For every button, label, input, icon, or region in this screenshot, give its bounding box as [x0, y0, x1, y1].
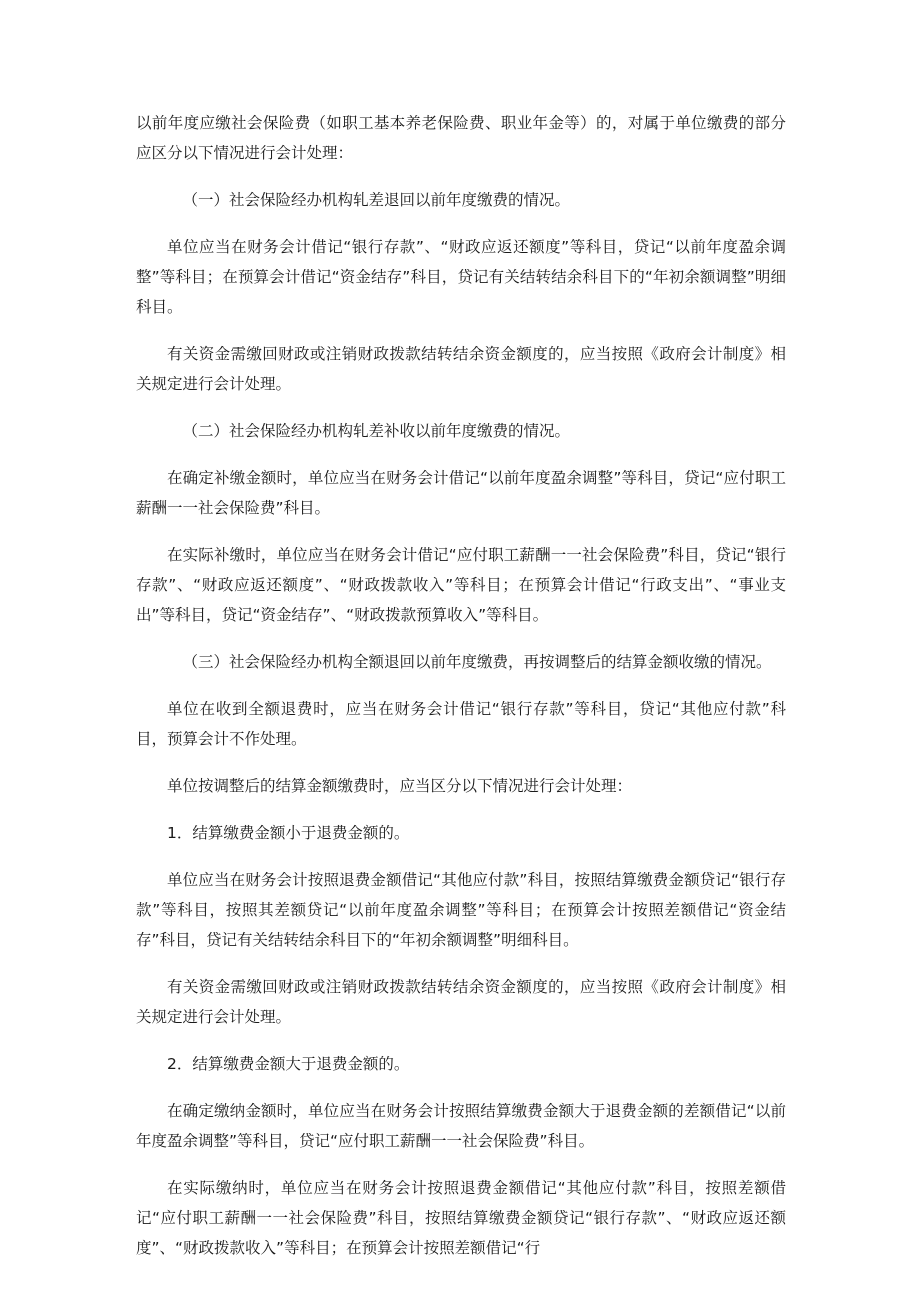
paragraph: 单位应当在财务会计借记“银行存款”、“财政应返还额度”等科目，贷记“以前年度盈余调整”等科目；在预算会计借记“资金结存”科目，贷记有关结转结余科目下的“年初余额调整”明细科目。	[136, 238, 786, 316]
paragraph: 单位在收到全额退费时，应当在财务会计借记“银行存款”等科目，贷记“其他应付款”科目，预算会计不作处理。	[136, 700, 786, 748]
list-item-2: 2．结算缴费金额大于退费金额的。	[167, 1055, 410, 1073]
paragraph-intro: 以前年度应缴社会保险费（如职工基本养老保险费、职业年金等）的，对属于单位缴费的部分应区分以下情况进行会计处理：	[136, 114, 786, 162]
paragraph: 在实际缴纳时，单位应当在财务会计按照退费金额借记“其他应付款”科目，按照差额借记“应付职工薪酬一一社会保险费”科目，按照结算缴费金额贷记“银行存款”、“财政应返还额度”、“财政拨款收入”等科目；在预算会计按照差额借记“行	[136, 1179, 786, 1257]
paragraph: 单位按调整后的结算金额缴费时，应当区分以下情况进行会计处理：	[167, 777, 633, 795]
paragraph: 在确定补缴金额时，单位应当在财务会计借记“以前年度盈余调整”等科目，贷记“应付职工薪酬一一社会保险费”科目。	[136, 469, 786, 517]
section-heading-1: （一）社会保险经办机构轧差退回以前年度缴费的情况。	[182, 191, 571, 209]
paragraph: 在实际补缴时，单位应当在财务会计借记“应付职工薪酬一一社会保险费”科目，贷记“银行存款”、“财政应返还额度”、“财政拨款收入”等科目；在预算会计借记“行政支出”、“事业支出”等科目，贷记“资金结存”、“财政拨款预算收入”等科目。	[136, 546, 786, 624]
section-heading-3: （三）社会保险经办机构全额退回以前年度缴费，再按调整后的结算金额收缴的情况。	[182, 653, 772, 671]
list-item-1: 1．结算缴费金额小于退费金额的。	[167, 824, 410, 842]
paragraph: 在确定缴纳金额时，单位应当在财务会计按照结算缴费金额大于退费金额的差额借记“以前年度盈余调整”等科目，贷记“应付职工薪酬一一社会保险费”科目。	[136, 1102, 786, 1150]
document-body	[136, 108, 786, 1280]
paragraph: 有关资金需缴回财政或注销财政拨款结转结余资金额度的，应当按照《政府会计制度》相关规定进行会计处理。	[136, 978, 786, 1026]
paragraph: 单位应当在财务会计按照退费金额借记“其他应付款”科目，按照结算缴费金额贷记“银行存款”等科目，按照其差额贷记“以前年度盈余调整”等科目；在预算会计按照差额借记“资金结存”科目，贷记有关结转结余科目下的“年初余额调整”明细科目。	[136, 871, 786, 949]
section-heading-2: （二）社会保险经办机构轧差补收以前年度缴费的情况。	[182, 422, 571, 440]
paragraph: 有关资金需缴回财政或注销财政拨款结转结余资金额度的，应当按照《政府会计制度》相关规定进行会计处理。	[136, 345, 786, 393]
